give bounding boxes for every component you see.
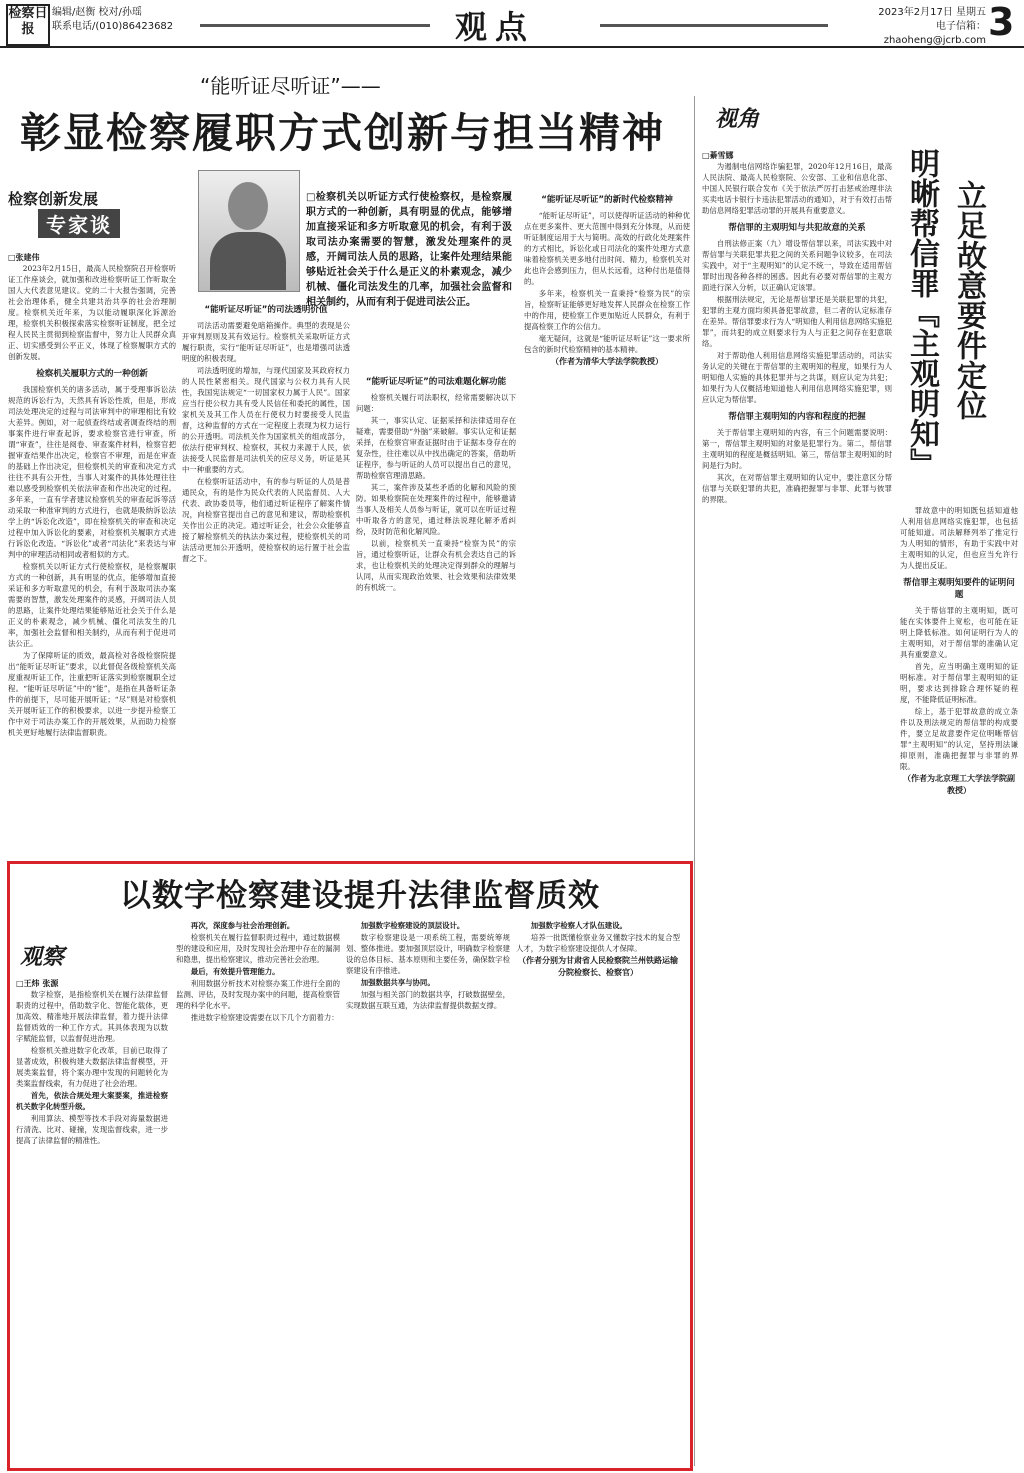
article1-p1: 我国检察机关的诸多活动，属于受理事诉讼法规范的诉讼行为，天然具有诉讼性质，但是，形成司法处理决定的过程与司法审判中的审理相比有较大差异。例如，对一起侦查终结或者调查终结的刑事案件进行审查起诉，要求检察官进行审查，所谓“审查”，往往是阅卷、审查案件材料，检察官把握审查结果作出决定，检察官不审理，而是在审查的基础上作出决定，但检察机关的审查和决定方式往往不具有公开性，当事人对案件的具体处理往往难以感受到检察机关依法审查和作出决定的过程。多年来，一直有学者建议检察机关的审查起诉等活动采取一种准审判的方式进行，也就是吸纳诉讼法学上的“诉讼化改造”，即在检察机关的审查和决定过程中加入诉讼化的要素，对检察机关履职方式进行诉讼化改造。“诉讼化”或者“司法化”来表达与审判中的审理活动相同或者相似的方式。 [8, 385, 176, 559]
article2-p3: 根据刑法规定，无论是帮信罪还是关联犯罪的共犯，犯罪的主观方面均须具备犯罪故意，但二者的认定标准存在差异。帮信罪要求行为人“明知他人利用信息网络实施犯罪”，而共犯的成立则要求行为人与正犯之间存在犯意联络。 [702, 295, 892, 348]
article2-sub2: 帮信罪主观明知要件的证明问题 [903, 578, 1015, 600]
article1-sub3: “能听证尽听证”的司法难题化解功能 [365, 377, 507, 387]
article1-intro: 2023年2月15日，最高人民检察院召开检察听证工作座谈会，就加强和改进检察听证工作听取全国人大代表意见建议。党的二十大报告强调，完善社会治理体系，健全共建共治共享的社会治理制度。检察机关近年来，为以能动履职深化诉源治理，检察机关积极探索落实检察听证制度，把全过程人民民主贯彻到检察监督中，努力让人民群众真正、切实感受到公平正义，体现了检察履职方式的创新发展。 [8, 264, 176, 361]
article2-p6: 关于帮信罪的主观明知，既可能在实体要件上宽松，也可能在证明上降低标准。如何证明行为人的主观明知，对于帮信罪的准确认定具有重要意义。 [900, 606, 1018, 659]
article1-note: （作者为清华大学法学院教授） [551, 357, 663, 366]
article2-p10: 综上，基于犯罪故意的成立条件以及刑法规定的帮信罪的构成要件，要立足故意要件定位明晰帮信罪“主观明知”的认定，坚持刑法谦抑原则，准确把握罪与非罪的界限。 [900, 707, 1018, 771]
article1-p5: 司法透明度的增加，与现代国家及其政府权力的人民性紧密相关。现代国家与公权力具有人民性，我国宪法规定“一切国家权力属于人民”。国家应当行使公权力具有受人民信任和委托的属性，国家机关及其工作人员在行使权力时要接受人民监督，这种监督的方式在一定程度上表现为权力运行的公开透明。司法机关作为国家机关的组成部分，依法行使审判权、检察权，其权力来源于人民，依法接受人民监督是司法机关的应尽义务，听证是其中一种重要的方式。 [182, 366, 350, 474]
article1-col3 [356, 370, 516, 852]
article3-sub1: 首先，依法合规处理大案要案，推进检察机关数字化转型升级。 [16, 1091, 168, 1111]
article3-sub4: 加强数字检察建设的顶层设计。 [360, 921, 465, 930]
article3-title: 以数字检察建设提升法律监督质效 [120, 878, 600, 914]
article1-p13: 毫无疑问，这就是“能听证尽听证”这一要求所包含的新时代检察精神的基本精神。 [524, 334, 690, 354]
masthead-rule-right [600, 24, 828, 27]
article3-p9: 培养一批既懂检察业务又懂数字技术的复合型人才，为数字检察建设提供人才保障。 [516, 933, 680, 953]
article2-title-line2: 明晰帮信罪『主观明知』 [904, 148, 939, 478]
perspective-label: 视角 [715, 107, 760, 132]
article3-p7: 数字检察建设是一项系统工程，需要统筹规划、整体推进。要加强顶层设计，明确数字检察建设的总体目标、基本原则和主要任务，确保数字检察建设有序推进。 [346, 933, 510, 975]
article2-col2 [900, 505, 1018, 1460]
article3-sub2: 再次，深度参与社会治理创新。 [190, 921, 295, 930]
article1-col1 [8, 252, 176, 852]
article3-authors: □王炜 张源 [16, 979, 59, 988]
article2-author: □綦雪娜 [702, 151, 734, 160]
article1-p9: 其二，案件涉及某些矛盾的化解和风险的预防。如果检察院在处理案件的过程中，能够邀请当事人及相关人员参与听证，就可以在听证过程中听取各方的意见，通过释法说理化解矛盾纠纷，及时防范和化解风险。 [356, 483, 516, 536]
newspaper-logo: 检察日报 [6, 4, 50, 46]
article1-kicker: “能听证尽听证”—— [200, 74, 381, 98]
article1-p7: 检察机关履行司法职权，经常需要解决以下问题： [356, 393, 516, 413]
page-number: 3 [988, 0, 1015, 44]
masthead-rule-left [200, 24, 430, 27]
article3-col3 [346, 920, 510, 1460]
article3-p3: 利用算法、模型等技术手段对海量数据进行清洗、比对、碰撞，发现监督线索，进一步提高了法律监督的精准性。 [16, 1114, 168, 1145]
column-label-a: 检察创新发展 [8, 190, 99, 208]
article2-p8: 关于帮信罪主观明知的内容，有三个问题需要说明：第一，帮信罪主观明知的对象是犯罪行为。第二，帮信罪主观明知的程度是概括明知。第三，帮信罪主观明知的时间是行为时。 [702, 428, 892, 470]
article1-author: □张建伟 [8, 253, 40, 262]
article1-p8: 其一，事实认定、证据采择和法律适用存在疑难，需要借助“外脑”来破解。事实认定和证据采择，在检察官审查证据时由于证据本身存在的复杂性，往往难以从中找出确定的答案，借助听证程序，参与听证的人员可以提出自己的意见，帮助检察官理清思路。 [356, 416, 516, 480]
article3-p5: 利用数据分析技术对检察办案工作进行全面的监测、评估，及时发现办案中的问题，提高检察管理的科学化水平。 [176, 979, 340, 1010]
article1-sub2: “能听证尽听证”的司法透明价值 [204, 305, 328, 315]
article1-p3: 为了保障听证的质效，最高检对各级检察院提出“能听证尽听证”要求，以此督促各级检察机关高度重视听证工作，注重把听证落实到检察履职全过程。“能听证尽听证”中的“能”，是指在具备听证条件的前提下，尽可能开展听证；“尽”则是对检察机关开展听证工作的积极要求，以进一步提升检察工作中对于司法办案工作的开展效果，从而助力检察机关更好地履行法律监督职责。 [8, 651, 176, 737]
phone-line: 联系电话/(010)86423682 [52, 21, 174, 32]
masthead [0, 0, 1024, 48]
article3-sub5: 加强数据共享与协同。 [360, 978, 435, 987]
article3-p4: 检察机关在履行监督职责过程中，通过数据模型的建设和应用，及时发现社会治理中存在的漏洞和隐患，提出检察建议，推动完善社会治理。 [176, 933, 340, 964]
article3-sub6: 加强数字检察人才队伍建设。 [530, 921, 627, 930]
article2-p5: 罪故意中的明知既包括知道他人利用信息网络实施犯罪，也包括可能知道。司法解释列举了推定行为人明知的情形，有助于实践中对主观明知的认定，但也应当允许行为人提出反证。 [900, 506, 1018, 570]
article2-sub3: 帮信罪主观明知的内容和程度的把握 [728, 412, 866, 422]
article2-p7: 首先，应当明确主观明知的证明标准。对于帮信罪主观明知的证明，要求达到排除合理怀疑的程度，不能降低证明标准。 [900, 662, 1018, 704]
editor-info [52, 6, 173, 34]
article1-col4 [524, 188, 690, 852]
article2-note: （作者为北京理工大学法学院副教授） [903, 774, 1015, 795]
article1-col2 [182, 298, 350, 852]
email-line: 电子信箱：zhaoheng@jcrb.com [883, 21, 986, 46]
article2-p2: 自刑法修正案（九）增设帮信罪以来，司法实践中对帮信罪与关联犯罪共犯之间的关系问题争议较多，在司法实践中，对于“主观明知”的认定不统一，导致在适用帮信罪时出现各种各样的困惑。因此有必要对帮信罪的主观方面进行深入分析，以正确认定该罪。 [702, 239, 892, 292]
article1-sub4: “能听证尽听证”的新时代检察精神 [541, 195, 673, 205]
article1-p4: 司法活动需要避免暗箱操作。典型的表现是公开审判原则及其有效运行。检察机关采取听证方式履行职责，实行“能听证尽听证”，也是增强司法透明度的积极表现。 [182, 321, 350, 363]
article1-abstract: □检察机关以听证方式行使检察权，是检察履职方式的一种创新，具有明显的优点，能够增加直接采证和多方听取意见的机会，有利于汲取司法办案需要的智慧，激发处理案件的灵感，开阔司法人员的思路，让案件处理结果能够贴近社会关于什么是正义的朴素观念，减少机械、僵化司法发生的几率，加强社会监督和相关制约，从而有利于促进司法公正。 [306, 192, 512, 308]
article3-p1: 数字检察，是指检察机关在履行法律监督职责的过程中，借助数字化、智能化载体，更加高效、精准地开展法律监督，着力提升法律监督质效的一种工作方式。其具体表现为以数字赋能监督，以监督促进治理。 [16, 990, 168, 1043]
date-info [838, 6, 986, 48]
right-column-divider [694, 96, 695, 1466]
article2-p4: 对于帮助他人利用信息网络实施犯罪活动的，司法实务认定的关键在于帮信罪的主观明知的程度，如果行为人明知他人实施的具体犯罪并与之共谋，则应认定为共犯；如果行为人仅概括地知道他人利用信息网络实施犯罪，则应认定为帮信罪。 [702, 351, 892, 404]
article3-p2: 检察机关推进数字化改革，目前已取得了显著成效，积极构建大数据法律监督模型，开展类案监督，将个案办理中发现的问题转化为类案监督线索，有力促进了社会治理。 [16, 1046, 168, 1088]
article2-p1: 为遏制电信网络诈骗犯罪，2020年12月16日，最高人民法院、最高人民检察院、公安部、工业和信息化部、中国人民银行联合发布《关于依法严厉打击惩戒治理非法买卖电话卡银行卡违法犯罪活动的通知》，对于有效打击帮助信息网络犯罪活动罪的开展具有重要意义。 [702, 162, 892, 215]
section-title: 观点 [455, 8, 536, 46]
article1-p11: “能听证尽听证”，可以使得听证活动的种种优点在更多案件、更大范围中得到充分体现，从而使听证制度运用于大与简明。高效的行政化处理案件的方式相比，诉讼化或日司法化的案件处理方式意味着检察机关更多地付出时间、精力，检察机关对此也许会感到压力，但从长远看，这种付出是值得的。 [524, 211, 690, 286]
article2-sub1: 帮信罪的主观明知与共犯故意的关系 [728, 223, 866, 233]
article3-sub3: 最后，有效提升管理能力。 [190, 967, 280, 976]
article1-p6: 在检察听证活动中，有的参与听证的人员是普通民众，有的是作为民众代表的人民监督员、人大代表、政协委员等，他们通过听证程序了解案件情况，向检察官提出自己的意见和建议，帮助检察机关作出公正的决定。通过听证会，社会公众能够直接了解检察机关的执法办案过程，使检察机关的司法活动更加公开透明，使检察权的运行置于社会监督之下。 [182, 477, 350, 563]
article1-p12: 多年来，检察机关一直秉持“检察为民”的宗旨，检察听证能够更好地发挥人民群众在检察工作中的作用，使检察工作更加贴近人民群众，有利于提高检察工作的公信力。 [524, 289, 690, 331]
author-photo-head [228, 182, 268, 230]
author-photo-body [210, 232, 286, 290]
article3-col2 [176, 920, 340, 1460]
article2-col1 [702, 150, 892, 1460]
article1-sub1: 检察机关履职方式的一种创新 [36, 369, 148, 379]
article2-title-line1: 立足故意要件定位 [951, 180, 986, 420]
issue-date: 2023年2月17日 星期五 [878, 7, 986, 18]
article1-p2: 检察机关以听证方式行使检察权，是检察履职方式的一种创新，具有明显的优点，能够增加直接采证和多方听取意见的机会，有利于汲取司法办案需要的智慧，激发处理案件的灵感，开阔司法人员的思路，让案件处理结果能够贴近社会关于什么是正义的朴素观念，减少机械、僵化司法发生的几率，加强社会监督和相关制约，从而有利于促进司法公正。 [8, 562, 176, 648]
column-label [8, 188, 178, 237]
article3-p6: 推进数字检察建设需要在以下几个方面着力： [190, 1013, 339, 1022]
article2-p9: 其次，在对帮信罪主观明知的认定中，要注意区分帮信罪与关联犯罪的共犯，准确把握罪与非罪、此罪与彼罪的界限。 [702, 473, 892, 504]
article3-note: （作者分别为甘肃省人民检察院兰州铁路运输分院检察长、检察官） [518, 956, 678, 977]
top-divider [0, 46, 1024, 48]
observation-label: 观察 [20, 945, 65, 970]
article1-p10: 以前，检察机关一直秉持“检察为民”的宗旨，通过检察听证，让群众有机会表达自己的诉求，也让检察机关的处理决定得到群众的理解与认同，从而实现政治效果、社会效果和法律效果的有机统一。 [356, 539, 516, 592]
column-label-b: 专家谈 [38, 209, 120, 238]
article3-col1 [16, 978, 168, 1460]
editors-line: 编辑/赵衡 校对/孙瑶 [52, 7, 142, 18]
article1-title: 彰显检察履职方式创新与担当精神 [20, 109, 665, 157]
article3-p8: 加强与相关部门的数据共享，打破数据壁垒，实现数据互联互通，为法律监督提供数据支撑。 [346, 990, 510, 1010]
article3-col4 [516, 920, 680, 1460]
